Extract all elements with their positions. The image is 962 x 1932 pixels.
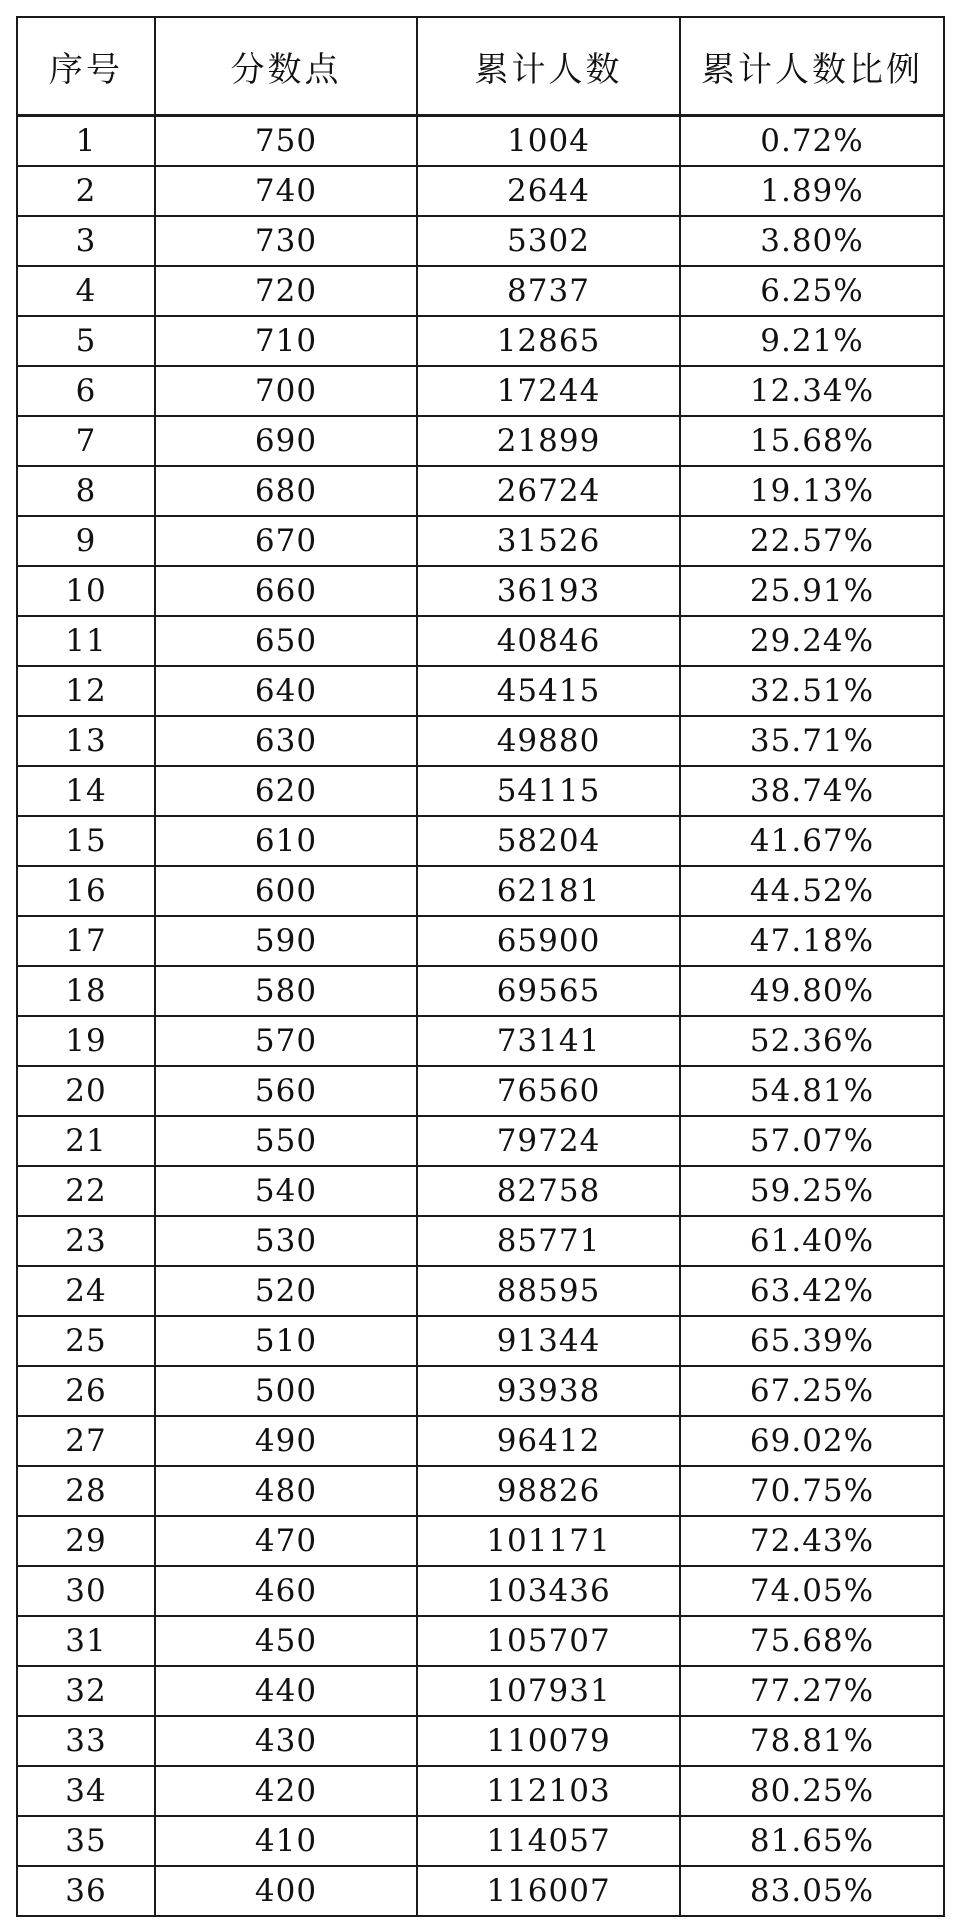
- cell-index: 28: [17, 1466, 155, 1516]
- cell-index: 27: [17, 1416, 155, 1466]
- cell-score: 650: [155, 616, 417, 666]
- cell-index: 9: [17, 516, 155, 566]
- cell-index: 14: [17, 766, 155, 816]
- cell-cumulative-ratio: 61.40%: [680, 1216, 944, 1266]
- cell-cumulative-count: 40846: [417, 616, 680, 666]
- cell-score: 700: [155, 366, 417, 416]
- header-row: [17, 17, 944, 116]
- cell-cumulative-ratio: 65.39%: [680, 1316, 944, 1366]
- cell-cumulative-ratio: 38.74%: [680, 766, 944, 816]
- cell-cumulative-ratio: 44.52%: [680, 866, 944, 916]
- cell-cumulative-count: 110079: [417, 1716, 680, 1766]
- cell-score: 750: [155, 116, 417, 167]
- cell-cumulative-count: 105707: [417, 1616, 680, 1666]
- cell-score: 550: [155, 1116, 417, 1166]
- cell-index: 23: [17, 1216, 155, 1266]
- cell-score: 410: [155, 1816, 417, 1866]
- cell-score: 730: [155, 216, 417, 266]
- table-row: [17, 1166, 944, 1216]
- cell-index: 24: [17, 1266, 155, 1316]
- cell-cumulative-count: 1004: [417, 116, 680, 167]
- table-row: [17, 766, 944, 816]
- cell-cumulative-count: 69565: [417, 966, 680, 1016]
- table-row: [17, 516, 944, 566]
- table-row: [17, 866, 944, 916]
- cell-index: 17: [17, 916, 155, 966]
- score-distribution-table: [16, 16, 945, 1917]
- cell-index: 35: [17, 1816, 155, 1866]
- cell-score: 710: [155, 316, 417, 366]
- cell-index: 22: [17, 1166, 155, 1216]
- cell-score: 490: [155, 1416, 417, 1466]
- cell-score: 660: [155, 566, 417, 616]
- cell-cumulative-ratio: 52.36%: [680, 1016, 944, 1066]
- table-row: [17, 1516, 944, 1566]
- cell-cumulative-count: 107931: [417, 1666, 680, 1716]
- cell-score: 530: [155, 1216, 417, 1266]
- cell-score: 510: [155, 1316, 417, 1366]
- cell-cumulative-count: 88595: [417, 1266, 680, 1316]
- cell-index: 8: [17, 466, 155, 516]
- cell-score: 620: [155, 766, 417, 816]
- cell-index: 16: [17, 866, 155, 916]
- cell-cumulative-ratio: 54.81%: [680, 1066, 944, 1116]
- cell-cumulative-count: 79724: [417, 1116, 680, 1166]
- table-row: [17, 1016, 944, 1066]
- cell-cumulative-count: 21899: [417, 416, 680, 466]
- cell-cumulative-count: 96412: [417, 1416, 680, 1466]
- cell-cumulative-ratio: 83.05%: [680, 1866, 944, 1916]
- table-row: [17, 716, 944, 766]
- cell-cumulative-ratio: 29.24%: [680, 616, 944, 666]
- table-row: [17, 1666, 944, 1716]
- cell-cumulative-count: 114057: [417, 1816, 680, 1866]
- table-row: [17, 216, 944, 266]
- cell-cumulative-count: 103436: [417, 1566, 680, 1616]
- cell-cumulative-ratio: 78.81%: [680, 1716, 944, 1766]
- cell-score: 460: [155, 1566, 417, 1616]
- cell-score: 400: [155, 1866, 417, 1916]
- cell-score: 450: [155, 1616, 417, 1666]
- table-header: [17, 17, 944, 116]
- cell-cumulative-ratio: 22.57%: [680, 516, 944, 566]
- table-row: [17, 616, 944, 666]
- cell-score: 560: [155, 1066, 417, 1116]
- cell-cumulative-ratio: 41.67%: [680, 816, 944, 866]
- cell-index: 5: [17, 316, 155, 366]
- cell-score: 600: [155, 866, 417, 916]
- cell-index: 31: [17, 1616, 155, 1666]
- table-row: [17, 1066, 944, 1116]
- cell-index: 15: [17, 816, 155, 866]
- cell-cumulative-ratio: 35.71%: [680, 716, 944, 766]
- cell-cumulative-ratio: 57.07%: [680, 1116, 944, 1166]
- table-row: [17, 366, 944, 416]
- header-cumulative-ratio: 累计人数比例: [680, 17, 944, 116]
- cell-index: 11: [17, 616, 155, 666]
- cell-cumulative-count: 91344: [417, 1316, 680, 1366]
- cell-cumulative-count: 12865: [417, 316, 680, 366]
- cell-cumulative-count: 112103: [417, 1766, 680, 1816]
- table-row: [17, 116, 944, 167]
- cell-cumulative-ratio: 63.42%: [680, 1266, 944, 1316]
- cell-cumulative-ratio: 3.80%: [680, 216, 944, 266]
- table-row: [17, 1866, 944, 1916]
- cell-index: 6: [17, 366, 155, 416]
- cell-score: 470: [155, 1516, 417, 1566]
- cell-cumulative-count: 31526: [417, 516, 680, 566]
- table-row: [17, 1716, 944, 1766]
- cell-score: 500: [155, 1366, 417, 1416]
- cell-cumulative-ratio: 12.34%: [680, 366, 944, 416]
- table-row: [17, 1466, 944, 1516]
- cell-cumulative-ratio: 47.18%: [680, 916, 944, 966]
- cell-cumulative-count: 8737: [417, 266, 680, 316]
- cell-cumulative-ratio: 80.25%: [680, 1766, 944, 1816]
- table-row: [17, 416, 944, 466]
- cell-index: 10: [17, 566, 155, 616]
- table-row: [17, 466, 944, 516]
- cell-cumulative-ratio: 70.75%: [680, 1466, 944, 1516]
- cell-cumulative-count: 36193: [417, 566, 680, 616]
- cell-cumulative-ratio: 81.65%: [680, 1816, 944, 1866]
- cell-cumulative-count: 76560: [417, 1066, 680, 1116]
- cell-index: 12: [17, 666, 155, 716]
- cell-cumulative-count: 98826: [417, 1466, 680, 1516]
- cell-score: 570: [155, 1016, 417, 1066]
- cell-cumulative-ratio: 77.27%: [680, 1666, 944, 1716]
- cell-score: 610: [155, 816, 417, 866]
- cell-cumulative-ratio: 72.43%: [680, 1516, 944, 1566]
- cell-index: 1: [17, 116, 155, 167]
- cell-index: 26: [17, 1366, 155, 1416]
- cell-cumulative-ratio: 15.68%: [680, 416, 944, 466]
- cell-index: 25: [17, 1316, 155, 1366]
- cell-score: 640: [155, 666, 417, 716]
- cell-cumulative-count: 26724: [417, 466, 680, 516]
- cell-score: 740: [155, 166, 417, 216]
- cell-index: 29: [17, 1516, 155, 1566]
- cell-index: 2: [17, 166, 155, 216]
- cell-cumulative-ratio: 49.80%: [680, 966, 944, 1016]
- header-cumulative-count: 累计人数: [417, 17, 680, 116]
- cell-cumulative-count: 62181: [417, 866, 680, 916]
- cell-index: 20: [17, 1066, 155, 1116]
- cell-score: 690: [155, 416, 417, 466]
- cell-cumulative-count: 73141: [417, 1016, 680, 1066]
- table-row: [17, 1766, 944, 1816]
- cell-cumulative-ratio: 19.13%: [680, 466, 944, 516]
- table-row: [17, 666, 944, 716]
- cell-index: 33: [17, 1716, 155, 1766]
- cell-cumulative-ratio: 9.21%: [680, 316, 944, 366]
- cell-index: 34: [17, 1766, 155, 1816]
- table-row: [17, 966, 944, 1016]
- cell-cumulative-ratio: 59.25%: [680, 1166, 944, 1216]
- cell-score: 720: [155, 266, 417, 316]
- cell-index: 4: [17, 266, 155, 316]
- cell-cumulative-count: 116007: [417, 1866, 680, 1916]
- cell-score: 630: [155, 716, 417, 766]
- cell-cumulative-ratio: 67.25%: [680, 1366, 944, 1416]
- table-row: [17, 1266, 944, 1316]
- cell-cumulative-ratio: 25.91%: [680, 566, 944, 616]
- cell-index: 30: [17, 1566, 155, 1616]
- cell-cumulative-ratio: 74.05%: [680, 1566, 944, 1616]
- table-row: [17, 1366, 944, 1416]
- table-row: [17, 1416, 944, 1466]
- cell-index: 13: [17, 716, 155, 766]
- table-body: [17, 116, 944, 1917]
- cell-index: 19: [17, 1016, 155, 1066]
- cell-cumulative-count: 82758: [417, 1166, 680, 1216]
- cell-cumulative-count: 85771: [417, 1216, 680, 1266]
- table-row: [17, 166, 944, 216]
- table-row: [17, 1816, 944, 1866]
- table-row: [17, 1216, 944, 1266]
- header-score: 分数点: [155, 17, 417, 116]
- cell-cumulative-ratio: 1.89%: [680, 166, 944, 216]
- cell-score: 420: [155, 1766, 417, 1816]
- table-row: [17, 266, 944, 316]
- cell-cumulative-count: 101171: [417, 1516, 680, 1566]
- cell-cumulative-count: 58204: [417, 816, 680, 866]
- cell-score: 540: [155, 1166, 417, 1216]
- cell-score: 580: [155, 966, 417, 1016]
- cell-cumulative-count: 93938: [417, 1366, 680, 1416]
- cell-cumulative-ratio: 69.02%: [680, 1416, 944, 1466]
- cell-cumulative-ratio: 6.25%: [680, 266, 944, 316]
- cell-cumulative-ratio: 0.72%: [680, 116, 944, 167]
- cell-index: 36: [17, 1866, 155, 1916]
- cell-cumulative-count: 54115: [417, 766, 680, 816]
- cell-index: 32: [17, 1666, 155, 1716]
- cell-score: 670: [155, 516, 417, 566]
- table-row: [17, 1316, 944, 1366]
- cell-index: 7: [17, 416, 155, 466]
- cell-cumulative-count: 49880: [417, 716, 680, 766]
- cell-score: 520: [155, 1266, 417, 1316]
- cell-cumulative-count: 5302: [417, 216, 680, 266]
- table-row: [17, 316, 944, 366]
- cell-score: 440: [155, 1666, 417, 1716]
- header-index: 序号: [17, 17, 155, 116]
- table-row: [17, 1616, 944, 1666]
- cell-index: 21: [17, 1116, 155, 1166]
- table-row: [17, 816, 944, 866]
- cell-index: 18: [17, 966, 155, 1016]
- cell-cumulative-count: 45415: [417, 666, 680, 716]
- cell-cumulative-ratio: 75.68%: [680, 1616, 944, 1666]
- cell-cumulative-count: 2644: [417, 166, 680, 216]
- table-row: [17, 566, 944, 616]
- table-row: [17, 916, 944, 966]
- cell-index: 3: [17, 216, 155, 266]
- cell-cumulative-ratio: 32.51%: [680, 666, 944, 716]
- table-row: [17, 1566, 944, 1616]
- table-row: [17, 1116, 944, 1166]
- cell-score: 480: [155, 1466, 417, 1516]
- cell-score: 590: [155, 916, 417, 966]
- cell-cumulative-count: 17244: [417, 366, 680, 416]
- cell-score: 430: [155, 1716, 417, 1766]
- cell-score: 680: [155, 466, 417, 516]
- cell-cumulative-count: 65900: [417, 916, 680, 966]
